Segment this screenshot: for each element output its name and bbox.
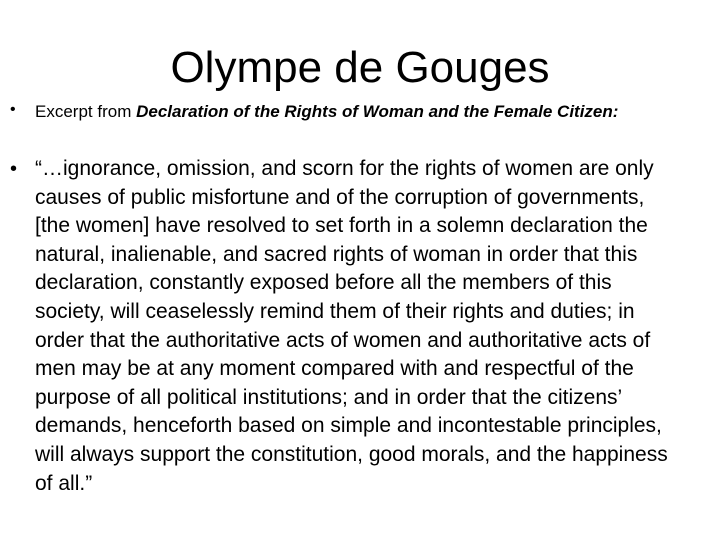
bullet-marker: • <box>10 101 16 118</box>
bullet-marker: • <box>10 158 18 180</box>
bullet-text <box>35 100 685 123</box>
document-title: Declaration of the Rights of Woman and the Female Citizen: <box>136 102 619 121</box>
slide-title: Olympe de Gouges <box>170 43 550 92</box>
quote-text: “…ignorance, omission, and scorn for the rights of women are only causes of public misfortune and of the corruption of governments, [the women] have resolved to set forth in a solemn declaration the natural, inalienable, and sacred rights of woman in order that this declaration, constantly exposed before all the members of this society, will ceaselessly remind them of their rights and duties; in order that the authoritative acts of women and authoritative acts of men may be at any moment compared with and respectful of the purpose of all political institutions; and in order that the citizens’ demands, henceforth based on simple and incontestable principles, will always support the constitution, good morals, and the happiness of all.” <box>35 157 668 495</box>
excerpt-prefix: Excerpt from <box>35 102 137 121</box>
